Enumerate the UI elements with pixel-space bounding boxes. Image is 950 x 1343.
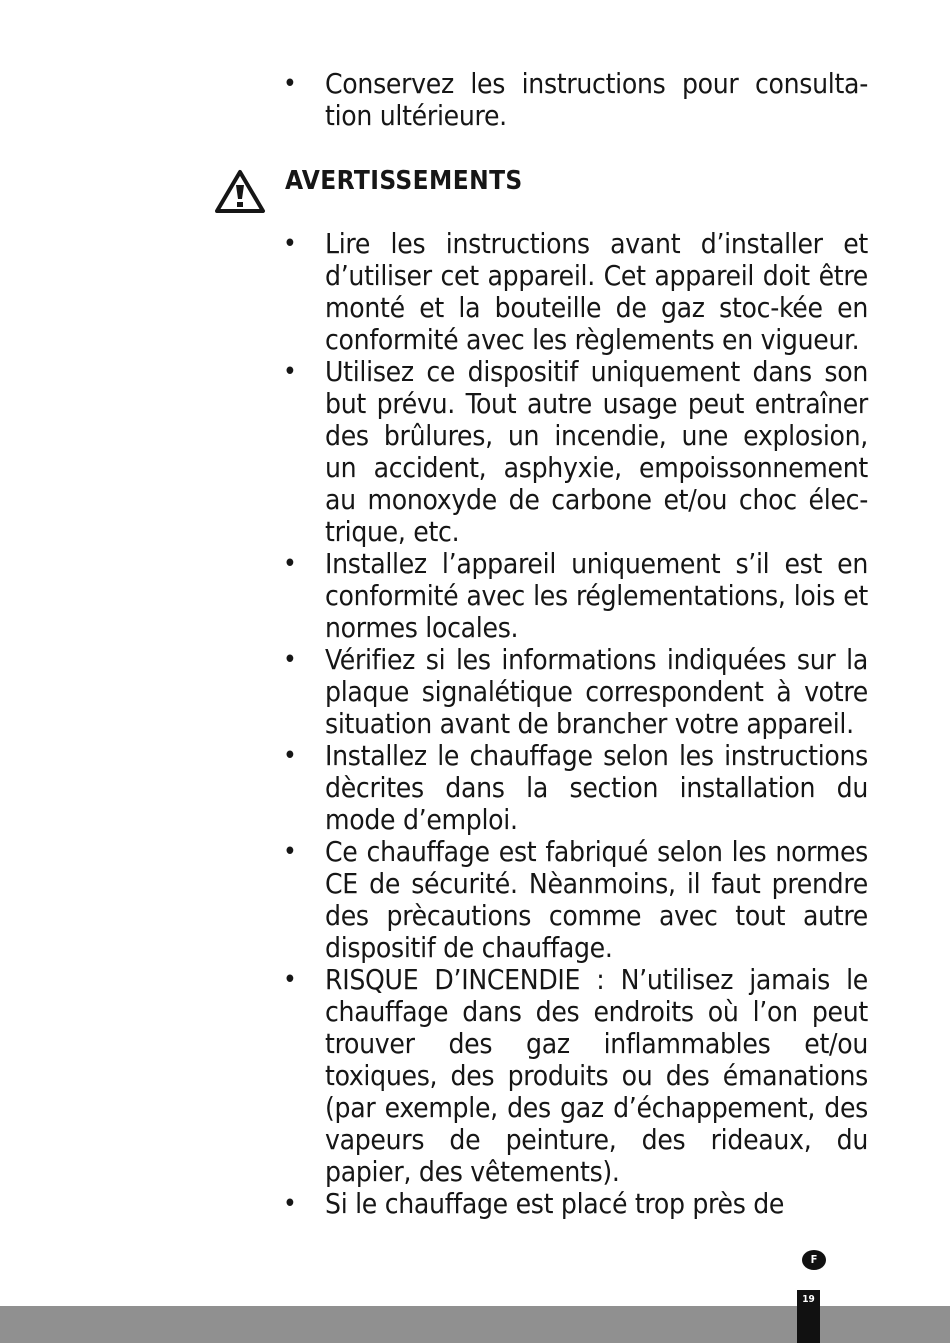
list-item	[283, 228, 868, 356]
list-item	[283, 836, 868, 964]
language-badge: F	[802, 1250, 826, 1270]
bullet: •	[283, 965, 297, 995]
warning-list	[283, 228, 868, 1220]
list-item-text: RISQUE D’INCENDIE : N’utilisez jamais le chauffage dans des endroits où l’on peut trouver des gaz inflammables et/ou toxiques, des produits ou des émanations (par exemple, des gaz d’échappement, des vapeurs de peinture, des rideaux, du papier, des vêtements).	[325, 963, 868, 1188]
bullet: •	[283, 357, 297, 387]
list-item	[283, 740, 868, 836]
bullet: •	[283, 69, 297, 99]
bullet: •	[283, 229, 297, 259]
list-item-text: Ce chauffage est fabriqué selon les normes CE de sécurité. Nèanmoins, il faut prendre des prècautions comme avec tout autre dispositif de chauffage.	[325, 835, 868, 964]
bullet: •	[283, 837, 297, 867]
list-item-text: Installez l’appareil uniquement s’il est en conformité avec les réglementations, lois et normes locales.	[325, 547, 868, 644]
list-item-text: Utilisez ce dispositif uniquement dans son but prévu. Tout autre usage peut entraîner des brûlures, un incendie, une explosion, un accident, asphyxie, empoissonnement au monoxyde de carbone et/ou choc élec-trique, etc.	[325, 355, 868, 548]
bullet: •	[283, 645, 297, 675]
list-item	[283, 548, 868, 644]
bullet: •	[283, 549, 297, 579]
list-item	[283, 1188, 868, 1220]
list-item-text: Vérifiez si les informations indiquées sur la plaque signalétique correspondent à votre situation avant de brancher votre appareil.	[325, 643, 868, 740]
page-number: 19	[802, 1294, 815, 1305]
warning-triangle-icon	[214, 168, 266, 214]
list-item-text: Si le chauffage est placé trop près de	[325, 1187, 785, 1220]
list-item	[283, 964, 868, 1188]
list-item-text: Conservez les instructions pour consulta-tion ultérieure.	[325, 67, 868, 132]
bullet: •	[283, 1189, 297, 1219]
list-item	[283, 68, 868, 132]
list-item	[283, 356, 868, 548]
bullet: •	[283, 741, 297, 771]
list-item-text: Installez le chauffage selon les instructions dècrites dans la section installation du mode d’emploi.	[325, 739, 868, 836]
list-item	[283, 644, 868, 740]
section-heading: AVERTISSEMENTS	[285, 166, 523, 196]
list-item-text: Lire les instructions avant d’installer et d’utiliser cet appareil. Cet appareil doit être monté et la bouteille de gaz stoc-kée en conformité avec les règlements en vigueur.	[325, 227, 868, 356]
page-number-tab	[797, 1290, 820, 1343]
intro-list	[283, 68, 868, 132]
